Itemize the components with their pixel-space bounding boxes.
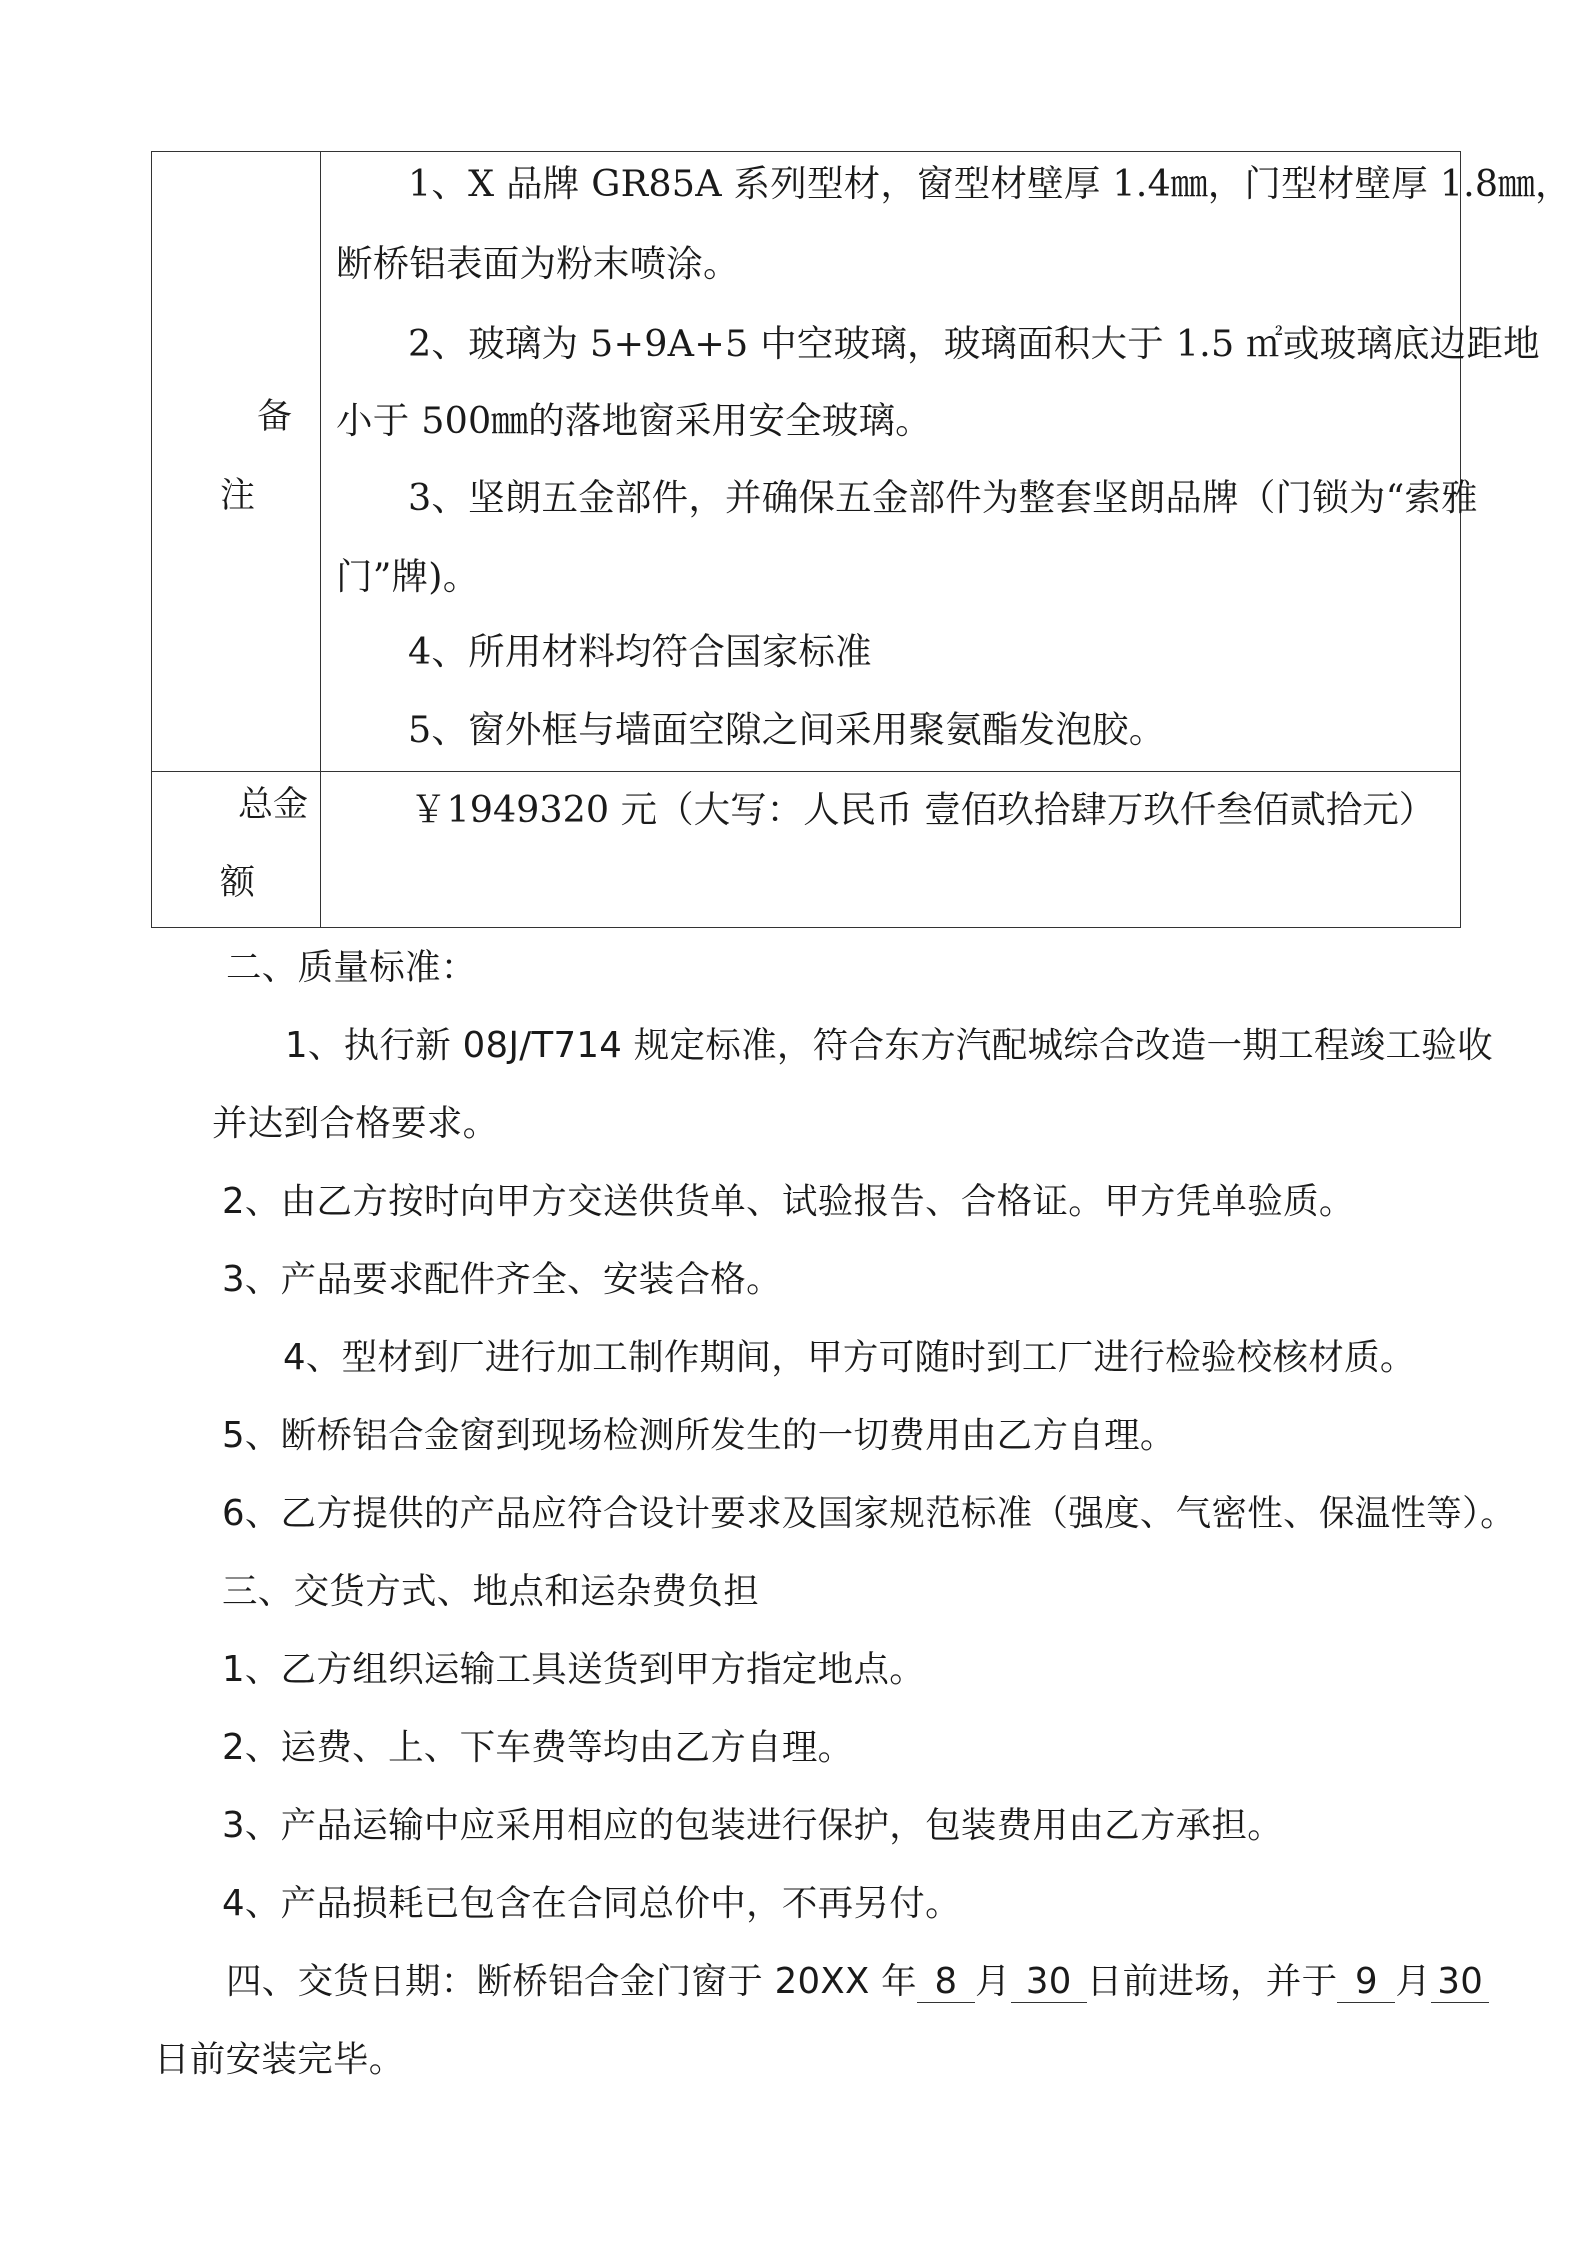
delivery-heading: 三、交货方式、地点和运杂费负担 (222, 1571, 760, 1612)
remark-4: 4、所用材料均符合国家标准 (408, 630, 872, 673)
remarks-label-2: 注 (220, 476, 256, 516)
total-amount: ￥1949320 元（大写：人民币 壹佰玖拾肆万玖仟叁佰贰拾元） (410, 788, 1436, 831)
remark-5: 5、窗外框与墙面空隙之间采用聚氨酯发泡胶。 (408, 708, 1166, 751)
month-unit-2: 月 (1395, 1961, 1432, 2002)
delivery-date-line-1 (226, 1958, 1489, 2006)
remarks-table (151, 151, 1572, 928)
delivery-item-4: 4、产品损耗已包含在合同总价中，不再另付。 (222, 1883, 961, 1924)
quality-item-2: 2、由乙方按时向甲方交送供货单、试验报告、合格证。甲方凭单验质。 (222, 1181, 1355, 1222)
total-label-2: 额 (220, 863, 256, 903)
delivery-date-mid: 日前进场，并于 (1086, 1961, 1338, 2002)
quality-item-1-line-2: 并达到合格要求。 (212, 1103, 499, 1144)
delivery-item-3: 3、产品运输中应采用相应的包装进行保护，包装费用由乙方承担。 (222, 1805, 1284, 1846)
remark-3-line-1: 3、坚朗五金部件，并确保五金部件为整套坚朗品牌（门锁为“索雅 (408, 476, 1478, 519)
quality-heading: 二、质量标准： (226, 947, 477, 988)
table-column-divider (320, 152, 321, 927)
remarks-label-1: 备 (257, 397, 293, 437)
total-label-1: 总金 (238, 785, 309, 825)
quality-item-4: 4、型材到厂进行加工制作期间，甲方可随时到工厂进行检验校核材质。 (283, 1337, 1416, 1378)
quality-item-6: 6、乙方提供的产品应符合设计要求及国家规范标准（强度、气密性、保温性等）。 (222, 1493, 1516, 1534)
delivery-item-2: 2、运费、上、下车费等均由乙方自理。 (222, 1727, 854, 1768)
remark-2-line-1: 2、玻璃为 5+9A+5 中空玻璃，玻璃面积大于 1.5 ㎡或玻璃底边距地 (408, 322, 1540, 365)
quality-item-3: 3、产品要求配件齐全、安装合格。 (222, 1259, 782, 1300)
month-unit-1: 月 (974, 1961, 1011, 2002)
quality-item-1-line-1: 1、执行新 08J/T714 规定标准，符合东方汽配城综合改造一期工程竣工验收 (285, 1025, 1493, 1066)
delivery-month-1: 8 (917, 1962, 975, 2003)
remark-1-line-1: 1、X 品牌 GR85A 系列型材，窗型材壁厚 1.4㎜，门型材壁厚 1.8㎜， (408, 162, 1572, 205)
delivery-date-prefix: 四、交货日期：断桥铝合金门窗于 20XX 年 (226, 1961, 917, 2002)
quality-item-5: 5、断桥铝合金窗到现场检测所发生的一切费用由乙方自理。 (222, 1415, 1176, 1456)
delivery-month-2: 9 (1337, 1962, 1395, 2003)
delivery-day-1: 30 (1011, 1962, 1087, 2003)
delivery-item-1: 1、乙方组织运输工具送货到甲方指定地点。 (222, 1649, 926, 1690)
remark-2-line-2: 小于 500㎜的落地窗采用安全玻璃。 (336, 399, 932, 442)
remark-1-line-2: 断桥铝表面为粉末喷涂。 (336, 242, 740, 285)
table-row-divider (152, 771, 1460, 772)
remark-3-line-2: 门”牌)。 (336, 555, 480, 598)
delivery-day-2: 30 (1431, 1962, 1489, 2003)
delivery-date-end: 日前安装完毕。 (154, 2039, 405, 2080)
